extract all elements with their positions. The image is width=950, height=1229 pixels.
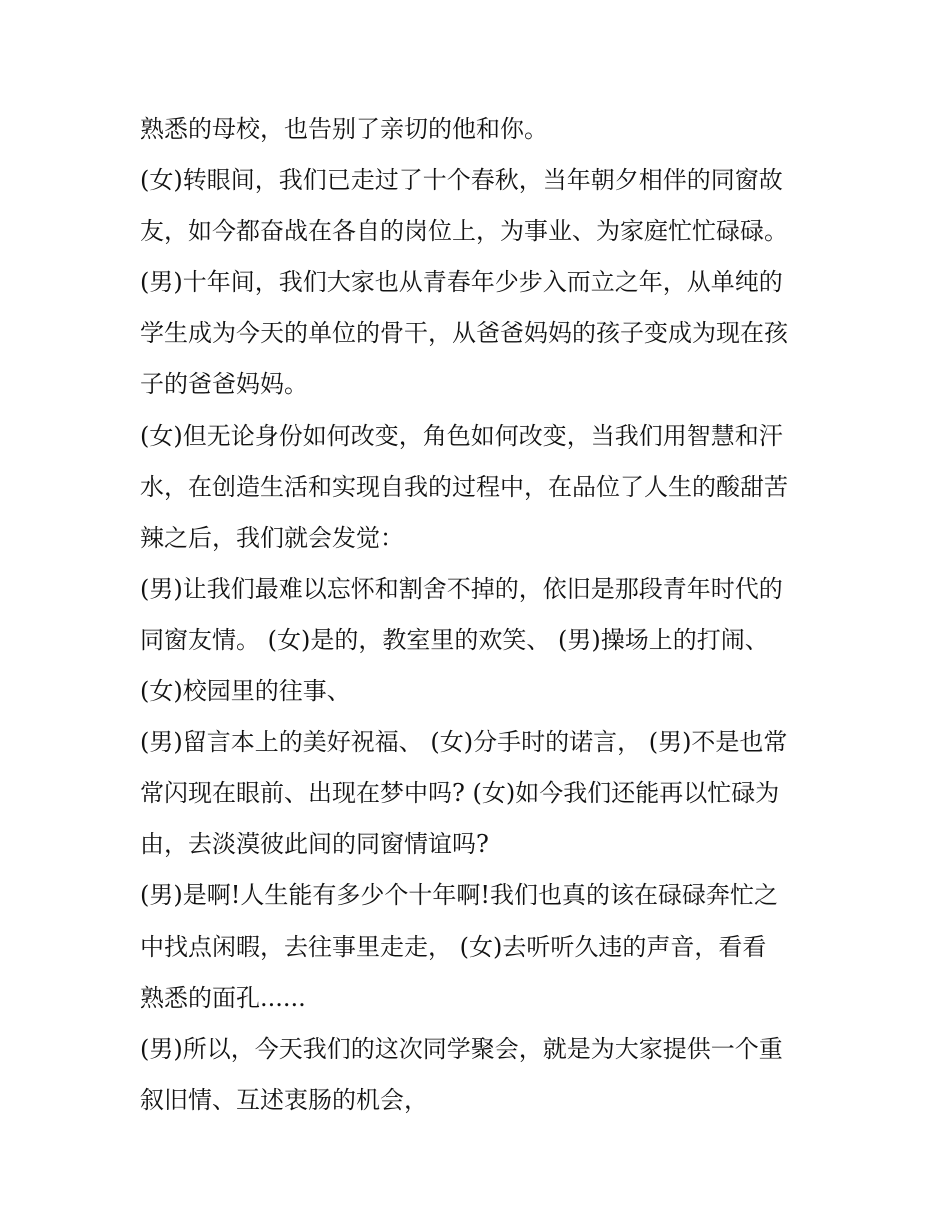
text-line: 中找点闲暇，去往事里走走， (女)去听听久违的声音，看看	[140, 932, 767, 961]
text-line: 熟悉的面孔......	[140, 983, 306, 1012]
text-line: 同窗友情。 (女)是的，教室里的欢笑、 (男)操场上的打闹、	[140, 625, 769, 654]
text-line: (男)让我们最难以忘怀和割舍不掉的，依旧是那段青年时代的	[140, 574, 783, 603]
text-line: 叙旧情、互述衷肠的机会，	[140, 1085, 428, 1114]
text-line: 友，如今都奋战在各自的岗位上，为事业、为家庭忙忙碌碌。	[140, 217, 788, 246]
text-line: (男)所以，今天我们的这次同学聚会，就是为大家提供一个重	[140, 1034, 783, 1063]
text-line: 熟悉的母校，也告别了亲切的他和你。	[140, 115, 548, 143]
text-line: (男)留言本上的美好祝福、 (女)分手时的诺言， (男)不是也常	[140, 728, 788, 757]
text-line: (女)校园里的往事、	[140, 677, 351, 706]
text-line: (女)转眼间，我们已走过了十个春秋，当年朝夕相伴的同窗故	[140, 166, 783, 195]
text-line: (男)十年间，我们大家也从青春年少步入而立之年，从单纯的	[140, 268, 783, 297]
text-line: (女)但无论身份如何改变，角色如何改变，当我们用智慧和汗	[140, 421, 783, 450]
document-body	[140, 104, 820, 1126]
text-line: 常闪现在眼前、出现在梦中吗? (女)如今我们还能再以忙碌为	[140, 779, 780, 808]
text-line: 水，在创造生活和实现自我的过程中，在品位了人生的酸甜苦	[140, 472, 788, 501]
text-line: 由，去淡漠彼此间的同窗情谊吗?	[140, 830, 489, 859]
text-line: 子的爸爸妈妈。	[140, 370, 308, 399]
text-line: 辣之后，我们就会发觉：	[140, 523, 404, 552]
text-line: (男)是啊!人生能有多少个十年啊!我们也真的该在碌碌奔忙之	[140, 881, 779, 910]
text-line: 学生成为今天的单位的骨干，从爸爸妈妈的孩子变成为现在孩	[140, 319, 788, 348]
